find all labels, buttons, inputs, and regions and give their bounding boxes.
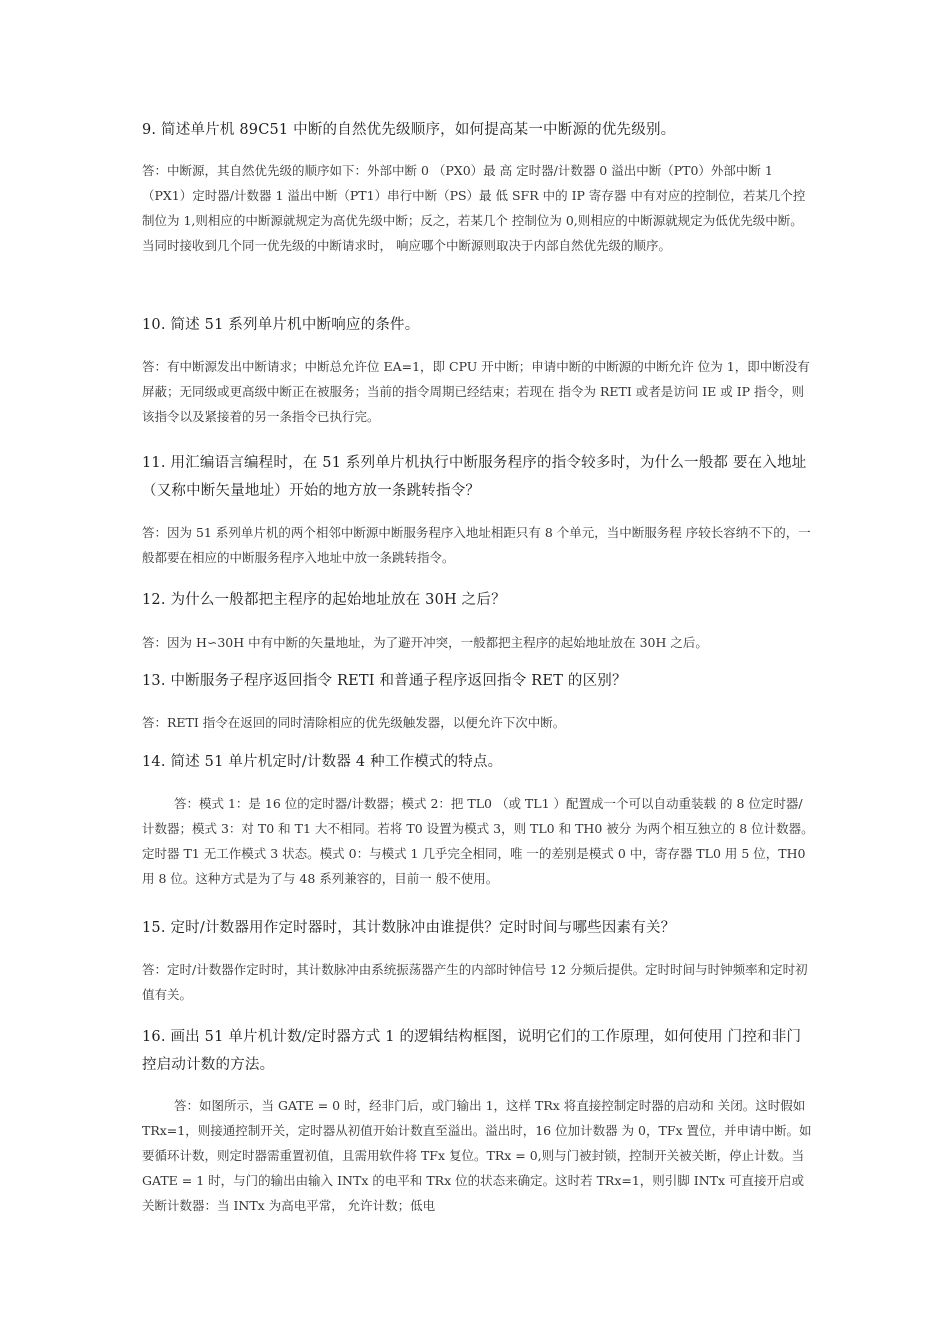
question-11: 11. 用汇编语言编程时，在 51 系列单片机执行中断服务程序的指令较多时，为什么一般都 要在入地址（又称中断矢量地址）开始的地方放一条跳转指令？: [142, 455, 807, 499]
answer-14: 答：模式 1：是 16 位的定时器/计数器；模式 2：把 TL0 （或 TL1 ）配置成一个可以自动重装载 的 8 位定时器/计数器；模式 3：对 T0 和 T1 大不相同。若将 T0 设置为模式 3，则 TL0 和 TH0 被分 为两个相互独立的 8 位计数器。定时器 T1 无工作模式 3 状态。模式 0：与模式 1 几乎完全相同，唯 一的差别是模式 0 中，寄存器 TL0 用 5 位，TH0 用 8 位。这种方式是为了与 48 系列兼容的，目前一 般不使用。: [142, 796, 814, 886]
answer-9: 答：中断源，其自然优先级的顺序如下：外部中断 0 （PX0）最 高 定时器/计数器 0 溢出中断（PT0）外部中断 1（PX1）定时器/计数器 1 溢出中断（PT1）串行中断（PS）最 低 SFR 中的 IP 寄存器 中有对应的控制位，若某几个控制位为 1,则相应的中断源就规定为高优先级中断；反之，若某几个 控制位为 0,则相应的中断源就规定为低优先级中断。当同时接收到几个同一优先级的中断请求时， 响应哪个中断源则取决于内部自然优先级的顺序。: [142, 163, 806, 253]
answer-13: 答：RETI 指令在返回的同时清除相应的优先级触发器，以便允许下次中断。: [142, 715, 566, 730]
question-16: 16. 画出 51 单片机计数/定时器方式 1 的逻辑结构框图，说明它们的工作原理，如何使用 门控和非门控启动计数的方法。: [142, 1029, 802, 1073]
answer-11: 答：因为 51 系列单片机的两个相邻中断源中断服务程序入地址相距只有 8 个单元，当中断服务程 序较长容纳不下的，一般都要在相应的中断服务程序入地址中放一条跳转指令。: [142, 525, 811, 565]
question-12: 12. 为什么一般都把主程序的起始地址放在 30H 之后？: [142, 592, 506, 608]
answer-12: 答：因为 H∽30H 中有中断的矢量地址，为了避开冲突，一般都把主程序的起始地址放在 30H 之后。: [142, 635, 708, 650]
answer-15: 答：定时/计数器作定时时，其计数脉冲由系统振荡器产生的内部时钟信号 12 分频后提供。定时时间与时钟频率和定时初值有关。: [142, 962, 808, 1002]
question-13: 13. 中断服务子程序返回指令 RETI 和普通子程序返回指令 RET 的区别？: [142, 673, 627, 689]
answer-16: 答：如图所示，当 GATE = 0 时，经非门后，或门输出 1，这样 TRx 将直接控制定时器的启动和 关闭。这时假如 TRx=1，则接通控制开关，定时器从初值开始计数直至溢出。溢出时，16 位加计数器 为 0，TFx 置位，并申请中断。如要循环计数，则定时器需重置初值，且需用软件将 TFx 复位。TRx = 0,则与门被封锁，控制开关被关断，停止计数。当 GATE = 1 时，与门的输出由输入 INTx 的电平和 TRx 位的状态来确定。这时若 TRx=1，则引脚 INTx 可直接开启或关断计数器：当 INTx 为高电平常， 允许计数；低电: [142, 1098, 812, 1213]
question-14: 14. 简述 51 单片机定时/计数器 4 种工作模式的特点。: [142, 754, 503, 770]
question-15: 15. 定时/计数器用作定时器时，其计数脉冲由谁提供？定时时间与哪些因素有关？: [142, 920, 676, 936]
question-10: 10. 简述 51 系列单片机中断响应的条件。: [142, 317, 420, 333]
question-9: 9. 简述单片机 89C51 中断的自然优先级顺序，如何提高某一中断源的优先级别。: [142, 122, 676, 138]
answer-10: 答：有中断源发出中断请求；中断总允许位 EA=1，即 CPU 开中断；申请中断的中断源的中断允许 位为 1，即中断没有屏蔽；无同级或更高级中断正在被服务；当前的指令周期已经结束；若现在 指令为 RETI 或者是访问 IE 或 IP 指令，则该指令以及紧接着的另一条指令已执行完。: [142, 359, 810, 424]
